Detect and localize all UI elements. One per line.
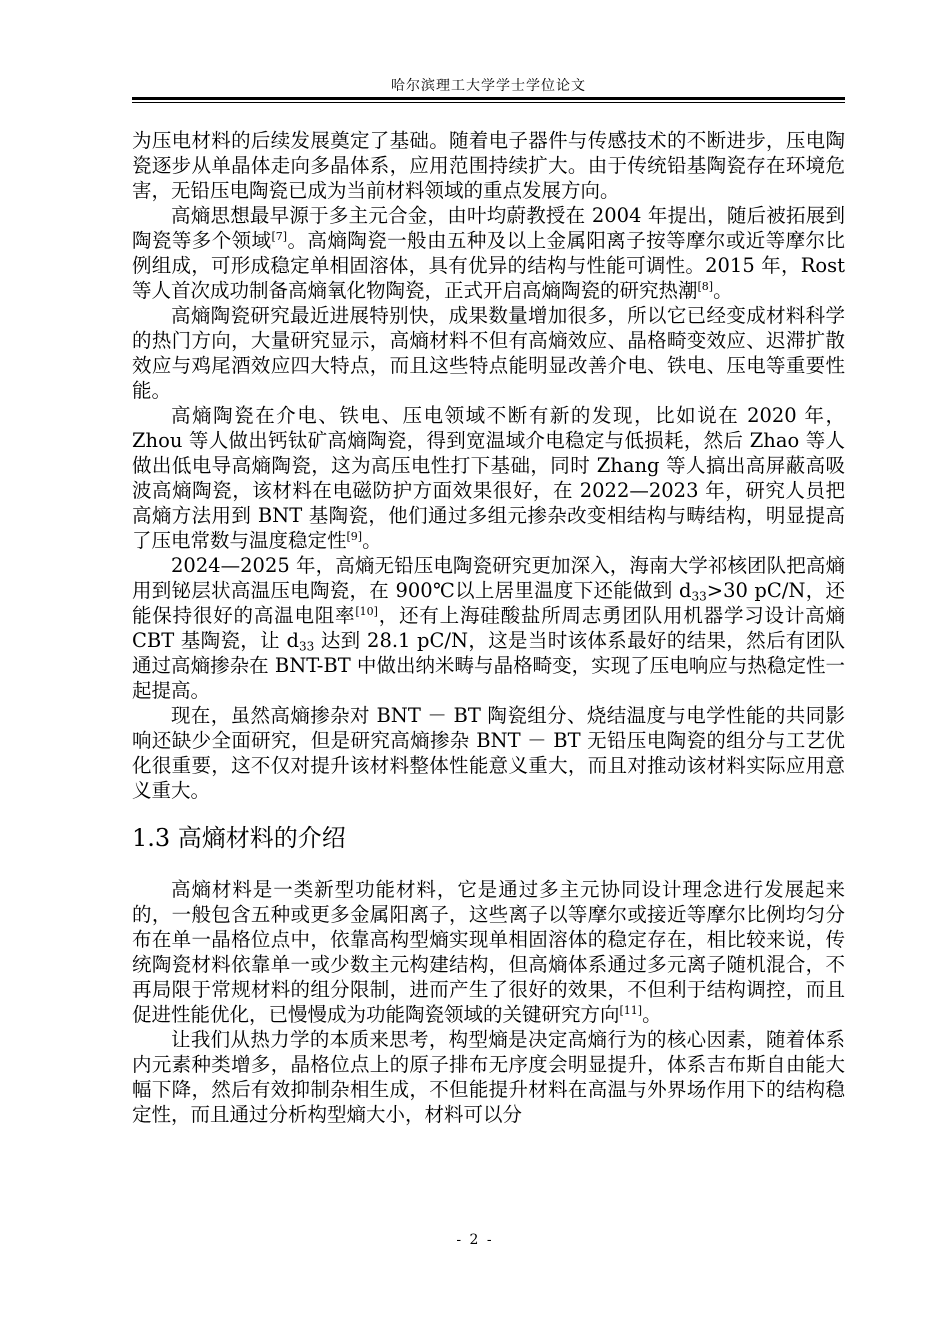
header-rule-thin bbox=[132, 102, 845, 103]
citation: [8] bbox=[697, 279, 714, 293]
paragraph-6: 现在，虽然高熵掺杂对 BNT － BT 陶瓷组分、烧结温度与电学性能的共同影响还缺少全面研究，但是研究高熵掺杂 BNT － BT 无铅压电陶瓷的组分与工艺优化很重要，这不仅对提升该材料整体性能意义重大，而且对推动该材料实际应用意义重大。 bbox=[132, 704, 845, 802]
subscript: 33 bbox=[691, 589, 707, 604]
page-number: - 2 - bbox=[456, 1232, 494, 1248]
paragraph-5: 2024—2025 年，高熵无铅压电陶瓷研究更加深入，海南大学祁核团队把高熵用到铋层状高温压电陶瓷，在 900℃以上居里温度下还能做到 $d_{33}>30$ pC/N，还能保持很好的高温电阻率[10]，还有上海硅酸盐所周志勇团队用机器学习设计高熵 CBT 基陶瓷，让 $d_{33}$ 达到 28.1 pC/N，这是当时该体系最好的结果，然后有团队通过高熵掺杂在 BNT-BT 中做出纳米畴与晶格畸变，实现了压电响应与热稳定性一起提高。 bbox=[132, 554, 845, 702]
paragraph-7: 高熵材料是一类新型功能材料，它是通过多主元协同设计理念进行发展起来的，一般包含五种或更多金属阳离子，这些离子以等摩尔或接近等摩尔比例均匀分布在单一晶格位点中，依靠高构型熵实现单相固溶体的稳定存在，相比较来说，传统陶瓷材料依靠单一或少数主元构建结构，但高熵体系通过多元离子随机混合，不再局限于常规材料的组分限制，进而产生了很好的效果，不但利于结构调控，而且促进性能优化，已慢慢成为功能陶瓷领域的关键研究方向[11]。 bbox=[132, 878, 845, 1026]
citation: [7] bbox=[271, 229, 288, 243]
citation: [9] bbox=[346, 529, 363, 543]
paragraph-8: 让我们从热力学的本质来思考，构型熵是决定高熵行为的核心因素，随着体系内元素种类增多，晶格位点上的原子排布无序度会明显提升，体系吉布斯自由能大幅下降，然后有效抑制杂相生成，不但能提升材料在高温与外界场作用下的结构稳定性，而且通过分析构型熵大小，材料可以分 bbox=[132, 1028, 845, 1126]
paragraph-3: 高熵陶瓷研究最近进展特别快，成果数量增加很多，所以它已经变成材料科学的热门方向，大量研究显示，高熵材料不但有高熵效应、晶格畸变效应、迟滞扩散效应与鸡尾酒效应四大特点，而且这些特点能明显改善介电、铁电、压电等重要性能。 bbox=[132, 304, 845, 402]
body-text bbox=[132, 128, 845, 1127]
paragraph-1: 为压电材料的后续发展奠定了基础。随着电子器件与传感技术的不断进步，压电陶瓷逐步从单晶体走向多晶体系，应用范围持续扩大。由于传统铅基陶瓷存在环境危害，无铅压电陶瓷已成为当前材料领域的重点发展方向。 bbox=[132, 129, 845, 202]
paragraph-4: 高熵陶瓷在介电、铁电、压电领域不断有新的发现，比如说在 2020 年，Zhou 等人做出钙钛矿高熵陶瓷，得到宽温域介电稳定与低损耗，然后 Zhao 等人做出低电导高熵陶瓷，这为高压电性打下基础，同时 Zhang 等人搞出高屏蔽高吸波高熵陶瓷，该材料在电磁防护方面效果很好，在 2022—2023 年，研究人员把高熵方法用到 BNT 基陶瓷，他们通过多组元掺杂改变相结构与畴结构，明显提高了压电常数与温度稳定性[9]。 bbox=[132, 404, 845, 552]
section-heading: 1.3 高熵材料的介绍 bbox=[132, 824, 346, 852]
paragraph-2: 高熵思想最早源于多主元合金，由叶均蔚教授在 2004 年提出，随后被拓展到陶瓷等多个领域[7]。高熵陶瓷一般由五种及以上金属阳离子按等摩尔或近等摩尔比例组成，可形成稳定单相固溶体，具有优异的结构与性能可调性。2015 年，Rost 等人首次成功制备高熵氧化物陶瓷，正式开启高熵陶瓷的研究热潮[8]。 bbox=[132, 204, 845, 302]
subscript: 33 bbox=[299, 639, 315, 654]
running-header: 哈尔滨理工大学学士学位论文 bbox=[391, 78, 586, 94]
citation: [10] bbox=[355, 604, 378, 618]
header-rule-thick bbox=[132, 97, 845, 100]
citation: [11] bbox=[619, 1003, 643, 1017]
